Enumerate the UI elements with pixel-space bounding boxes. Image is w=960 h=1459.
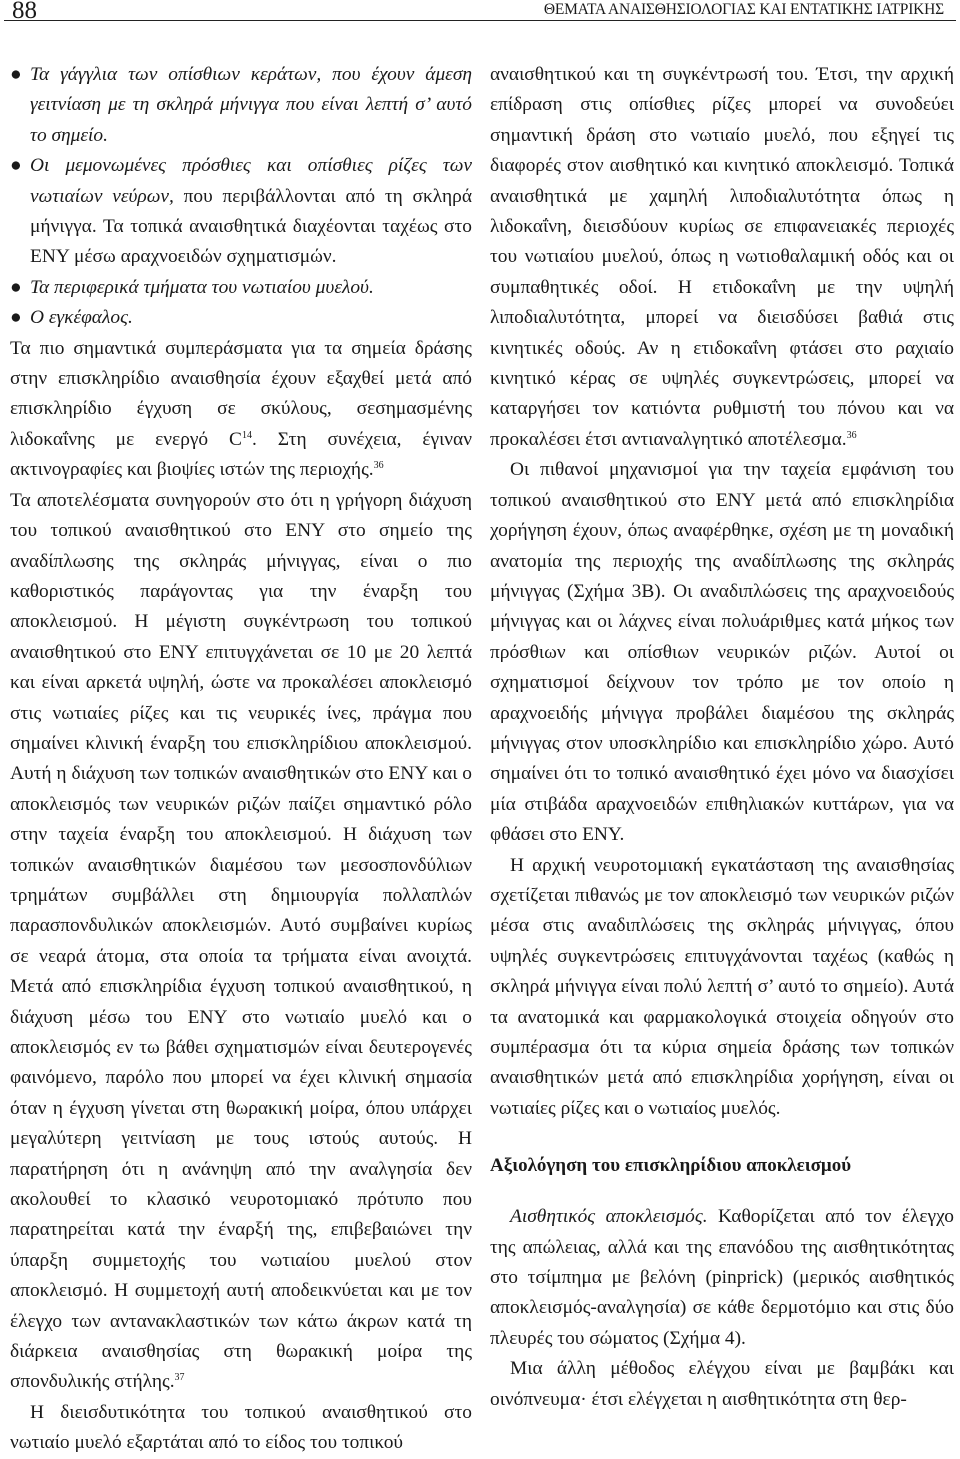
bullet-text: που έχουν άμεση γειτνίαση με τη σκληρά μήνιγγα που είναι λεπτή σ’ αυτό το σημείο. bbox=[30, 64, 472, 146]
reference-marker: 36 bbox=[373, 460, 384, 472]
paragraph: Μια άλλη μέθοδος ελέγχου είναι με βαμβάκι και οινόπνευμα· έτσι ελέγχεται η αισθητικότητα στη θερ- bbox=[490, 1358, 954, 1410]
paragraph: Η διεισδυτικότητα του τοπικού αναισθητικού στο νωτιαίο μυελό εξαρτάται από το είδος του τοπικού bbox=[10, 1401, 472, 1454]
reference-marker: 37 bbox=[174, 1372, 185, 1384]
bullet-icon: ● bbox=[10, 276, 22, 298]
page-number: 88 bbox=[12, 0, 37, 24]
bullet-item bbox=[10, 151, 472, 273]
paragraph-text: αναισθητικού και τη συγκέντρωσή του. Έτσι, την αρχική επίδραση στις οπίσθιες ρίζες μπορεί να συνοδεύει σημαντική δράση στο νωτιαίο μυελό, που εξηγεί τις διαφορές στον αισθητικό και κινητικό αποκλεισμό. Τοπικά αναισθητικά με χαμηλή λιποδιαλυτότητα όπως η λιδοκαΐνη, διεισδύουν κυρίως σε επιφανειακές περιοχές του νωτιαίου μυελού, όπως η νωτιοθαλαμική οδός και οι συμπαθητικές οδοί. Η ετιδοκαΐνη με την υψηλή λιποδιαλυτότητα, μπορεί να διεισδύσει βαθιά στις κινητικές οδούς. Αν η ετιδοκαΐνη φτάσει στο ραχιαίο κινητικό κέρας σε υψηλές συγκεντρώσεις, μπορεί να καταργήσει τον κατιόντα ρυθμιστή του πόνου και να προκαλέσει έτσι αντιαναλγητικό αποτέλεσμα. bbox=[490, 64, 954, 450]
bullet-item bbox=[10, 303, 472, 333]
superscript: 14 bbox=[241, 429, 252, 441]
bullet-item bbox=[10, 60, 472, 151]
paragraph: Οι πιθανοί μηχανισμοί για την ταχεία εμφάνιση του τοπικού αναισθητικού στο ΕΝΥ μετά από επισκληρίδια χορήγηση έχουν, όπως αναφέρθηκε, σχέση με τη μοναδική ανατομία της περιοχής της αναδίπλωσης της σκληράς μήνιγγας (Σχήμα 3Β). Οι αναδιπλώσεις της αραχνοειδούς μήνιγγας και οι λάχνες είναι πολυάριθμες κατά μήκος των πρόσθιων και οπίσθιων νευρικών ριζών. Αυτοί οι σχηματισμοί δείχνουν τον τρόπο με τον οποίο η αραχνοειδής μήνιγγα προβάλει διαμέσου της σκληράς μήνιγγας στον υποσκληρίδιο και επισκληρίδιο χώρο. Αυτό σημαίνει ότι το τοπικό αναισθητικό έχει μόνο να διασχίσει μία στιβάδα αραχνοειδών επιθηλιακών κυττάρων, για να φθάσει στο ΕΝΥ. bbox=[490, 459, 954, 846]
paragraph-lead: Αισθητικός αποκλεισμός. bbox=[510, 1206, 708, 1228]
bullet-text: που περιβάλλονται από τη σκληρά μήνιγγα. Τα τοπικά αναισθητικά διαχέονται ταχέως στο ΕΝΥ μέσω αραχνοειδών σχηματισμών. bbox=[30, 185, 472, 268]
left-column bbox=[10, 60, 472, 1459]
right-column bbox=[490, 60, 954, 1415]
bullet-icon: ● bbox=[10, 155, 22, 177]
page-header bbox=[4, 0, 956, 24]
running-title: ΘΕΜΑΤΑ ΑΝΑΙΣΘΗΣΙΟΛΟΓΙΑΣ ΚΑΙ ΕΝΤΑΤΙΚΗΣ ΙΑΤΡΙΚΗΣ bbox=[543, 1, 944, 18]
bullet-title: Τα περιφερικά τμήματα του νωτιαίου μυελού. bbox=[30, 276, 374, 298]
paragraph bbox=[490, 1202, 954, 1354]
bullet-title: Τα γάγγλια των οπίσθιων κεράτων, bbox=[30, 64, 322, 85]
paragraph bbox=[490, 60, 954, 455]
bullet-item bbox=[10, 273, 472, 303]
paragraph-text: . Στη συνέχεια, έγιναν ακτινογραφίες και βιοψίες ιστών της περιοχής. bbox=[10, 428, 472, 481]
paragraph-text: Τα πιο σημαντικά συμπεράσματα για τα σημεία δράσης στην επισκληρίδιο αναισθησία έχουν εξαχθεί μετά από επισκληρίδιο έγχυση σε σκύλους, σεσημασμένης λιδοκαΐνης με ενεργό C bbox=[10, 337, 472, 450]
bullet-icon: ● bbox=[10, 307, 22, 329]
section-heading: Αξιολόγηση του επισκληρίδιου αποκλεισμού bbox=[490, 1155, 852, 1177]
bullet-icon: ● bbox=[10, 64, 22, 85]
paragraph-text: Καθορίζεται από τον έλεγχο της απώλειας, αλλά και της επανόδου της αισθητικότητας στο τσίμπημα με βελόνη (pinprick) (μερικός αισθητικός αποκλεισμός-αναλγησία) σε κάθε δερμοτόμιο και στις δύο πλευρές του σώματος (Σχήμα 4). bbox=[490, 1206, 954, 1349]
paragraph-text: Τα αποτελέσματα συνηγορούν στο ότι η γρήγορη διάχυση του τοπικού αναισθητικού στο ΕΝΥ στο σημείο της αναδίπλωσης της σκληράς μήνιγγας, είναι ο πιο καθοριστικός παράγοντας για την έναρξη του αποκλεισμού. Η μέγιστη συγκέντρωση του τοπικού αναισθητικού στο ΕΝΥ επιτυγχάνεται σε 10 με 20 λεπτά και είναι αρκετά υψηλή, ώστε να προκαλέσει αποκλεισμό στις νωτιαίες ρίζες και τις νευρικές ίνες, πράγμα που σημαίνει κλινική έναρξη του επισκληρίδιου αποκλεισμού. Αυτή η διάχυση των τοπικών αναισθητικών στο ΕΝΥ και ο αποκλεισμός των νευρικών ριζών παίζει σημαντικό ρόλο στην ταχεία έναρξη του αποκλεισμού. Η διάχυση των τοπικών αναισθητικών διαμέσου των μεσοσπονδύλιων τρημάτων συμβάλλει στη δημιουργία πολλαπλών παρασπονδυλικών αποκλεισμών. Αυτό συμβαίνει κυρίως σε νεαρά άτομα, στα οποία τα τρήματα είναι ανοιχτά. Μετά από επισκληρίδια έγχυση τοπικού αναισθητικού, η διάχυση μέσω του ΕΝΥ στο νωτιαίο μυελό και ο αποκλεισμός εν τω βάθει σχηματισμών είναι δευτερογενές φαινόμενο, παρόλο που μπορεί να έχει κλινική σημασία όταν η έγχυση γίνεται στη θωρακική μοίρα, όπου υπάρχει μεγαλύτερη γειτνίαση με τους ιστούς αυτούς. Η παρατήρηση ότι η ανάνηψη από την αναλγησία δεν ακολουθεί το κλασικό νευροτομιακό πρότυπο που παρατηρείται κατά την έναρξή της, επιβεβαιώνει την ύπαρξη συμμετοχής του νωτιαίου μυελού στον αποκλεισμό. Η συμμετοχή αυτή αποδεικνύεται και με τον έλεγχο των αντανακλαστικών των κάτω άκρων κατά τη διάρκεια αναισθησίας στη θωρακική μοίρα της σπονδυλικής στήλης. bbox=[10, 489, 472, 1393]
paragraph bbox=[10, 486, 472, 1398]
bullet-title: Ο εγκέφαλος. bbox=[30, 307, 133, 329]
paragraph bbox=[10, 334, 472, 486]
bullet-title: Οι μεμονωμένες πρόσθιες και οπίσθιες ρίζες των νωτιαίων νεύρων, bbox=[30, 155, 472, 207]
paragraph: Η αρχική νευροτομιακή εγκατάσταση της αναισθησίας σχετίζεται πιθανώς με τον αποκλεισμό των νευρικών ριζών μέσα στις αναδιπλώσεις της σκληράς μήνιγγας, όπου υψηλές συγκεντρώσεις επιτυγχάνονται ταχέως (καθώς η σκληρά μήνιγγα είναι πολύ λεπτή σ’ αυτό το σημείο). Αυτά τα ανατομικά και φαρμακολογικά στοιχεία οδηγούν στο συμπέρασμα ότι τα κύρια σημεία δράσης των τοπικών αναισθητικών μετά από επισκληρίδια χορήγηση, είναι οι νωτιαίες ρίζες και ο νωτιαίος μυελός. bbox=[490, 854, 954, 1119]
reference-marker: 36 bbox=[846, 429, 857, 441]
